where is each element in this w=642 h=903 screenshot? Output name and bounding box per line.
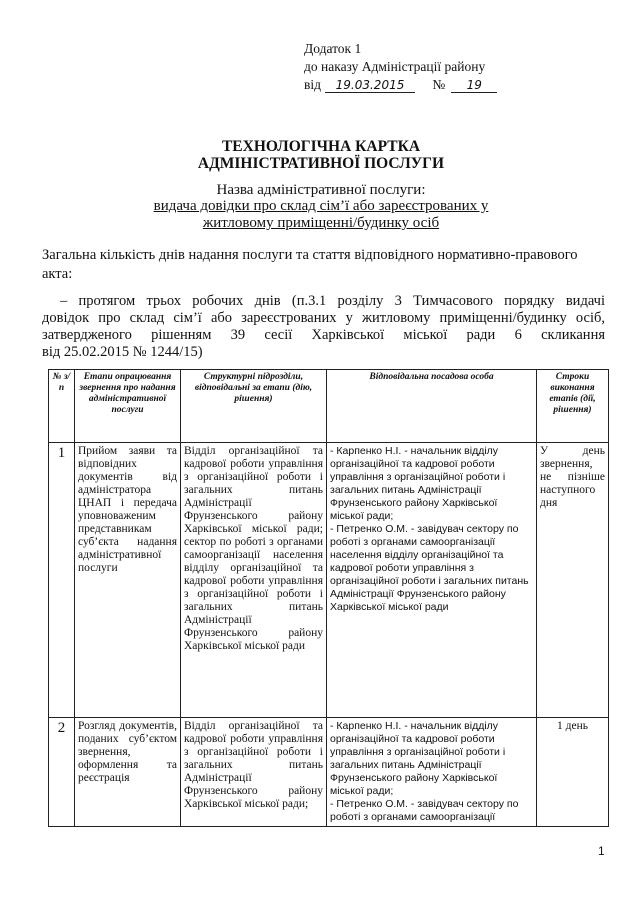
- service-name: [0, 198, 642, 232]
- term-line-3: затвердженого рішенням 39 сесії Харківської міської ради 6 скликання: [42, 327, 605, 343]
- table-row: [49, 443, 609, 718]
- stages-table: [48, 369, 609, 827]
- row-number: 1: [49, 443, 75, 718]
- header-stage: Етапи опрацювання звернення про надання адміністративної послуги: [75, 370, 181, 443]
- row-number: 2: [49, 718, 75, 827]
- title-line-1: ТЕХНОЛОГІЧНА КАРТКА: [221, 138, 421, 155]
- handwritten-number: 19: [451, 78, 497, 93]
- table-row: [49, 718, 609, 827]
- handwritten-date: 19.03.2015: [325, 78, 415, 93]
- title-line-2: АДМІНІСТРАТИВНОЇ ПОСЛУГИ: [197, 155, 445, 172]
- responsible-person-2: - Петренко О.М. - завідувач сектору по роботі з органами самоорганізації: [330, 798, 519, 823]
- responsible-person-1: - Карпенко Н.І. - начальник відділу організаційної та кадрової роботи управління з організаційної роботи і загальних питань Адміністрації Фрунзенського району Харківської міської ради;: [330, 720, 506, 797]
- appendix-title: Додаток 1: [304, 41, 362, 56]
- term-line-4: від 25.02.2015 № 1244/15): [42, 344, 203, 360]
- row-deadline: У день звернення, не пізніше наступного дня: [537, 443, 609, 718]
- row-deadline: 1 день: [537, 718, 609, 827]
- responsible-person-1: - Карпенко Н.І. - начальник відділу організаційної та кадрової роботи управління з організаційної роботи і загальних питань Адміністрації Фрунзенського району Харківської міської ради;: [330, 445, 506, 522]
- term-line-2: довідок про склад сім’ї або зареєстрованих у житловому приміщенні/будинку осіб,: [42, 310, 605, 326]
- page-number: 1: [598, 844, 605, 858]
- number-prefix: №: [432, 77, 446, 92]
- header-number: № з/п: [49, 370, 75, 443]
- service-name-line-2: житловому приміщенні/будинку осіб: [202, 215, 440, 231]
- term-line-1: – протягом трьох робочих днів (п.3.1 розділу 3 Тимчасового порядку видачі: [60, 293, 605, 309]
- row-units: Відділ організаційної та кадрової роботи управління з організаційної роботи і загальних питань Адміністрації Фрунзенського району Харківської міської ради; сектор по роботі з органами самоорганізації населення відділу організаційної та кадрової роботи управління з організаційної роботи і загальних питань Адміністрації Фрунзенського району Харківської міської ради: [181, 443, 327, 718]
- appendix-date-line: [304, 76, 497, 94]
- header-units: Структурні підрозділи, відповідальні за етапи (дію, рішення): [181, 370, 327, 443]
- row-responsible: [327, 718, 537, 827]
- service-heading: Назва адміністративної послуги:: [216, 182, 426, 198]
- total-days-line-1: Загальна кількість днів надання послуги та стаття відповідного нормативно-правового: [42, 247, 578, 263]
- header-deadline: Строки виконання етапів (дії, рішення): [537, 370, 609, 443]
- row-stage: Прийом заяви та відповідних документів від адміністратора ЦНАП і передача уповноваженим представникам суб’єкта надання адміністративної послуги: [75, 443, 181, 718]
- total-days-line-2: акта:: [42, 266, 73, 282]
- term-paragraph: [42, 293, 605, 361]
- appendix-order-ref: до наказу Адміністрації району: [304, 59, 486, 74]
- date-prefix: від: [304, 77, 321, 92]
- header-responsible: Відповідальна посадова особа: [327, 370, 537, 443]
- appendix-block: [304, 40, 497, 94]
- row-stage: Розгляд документів, поданих суб’єктом звернення, оформлення та реєстрація: [75, 718, 181, 827]
- service-name-line-1: видача довідки про склад сім’ї або зареєстрованих у: [153, 198, 489, 214]
- document-title: [0, 138, 642, 172]
- responsible-person-2: - Петренко О.М. - завідувач сектору по роботі з органами самоорганізації населення відділу організаційної та кадрової роботи управління з організаційної роботи і загальних питань Адміністрації Фрунзенського району Харківської міської ради: [330, 523, 529, 613]
- row-units: Відділ організаційної та кадрової роботи управління з організаційної роботи і загальних питань Адміністрації Фрунзенського району Харківської міської ради;: [181, 718, 327, 827]
- row-responsible: [327, 443, 537, 718]
- total-days-paragraph: [42, 246, 607, 284]
- table-header-row: [49, 370, 609, 443]
